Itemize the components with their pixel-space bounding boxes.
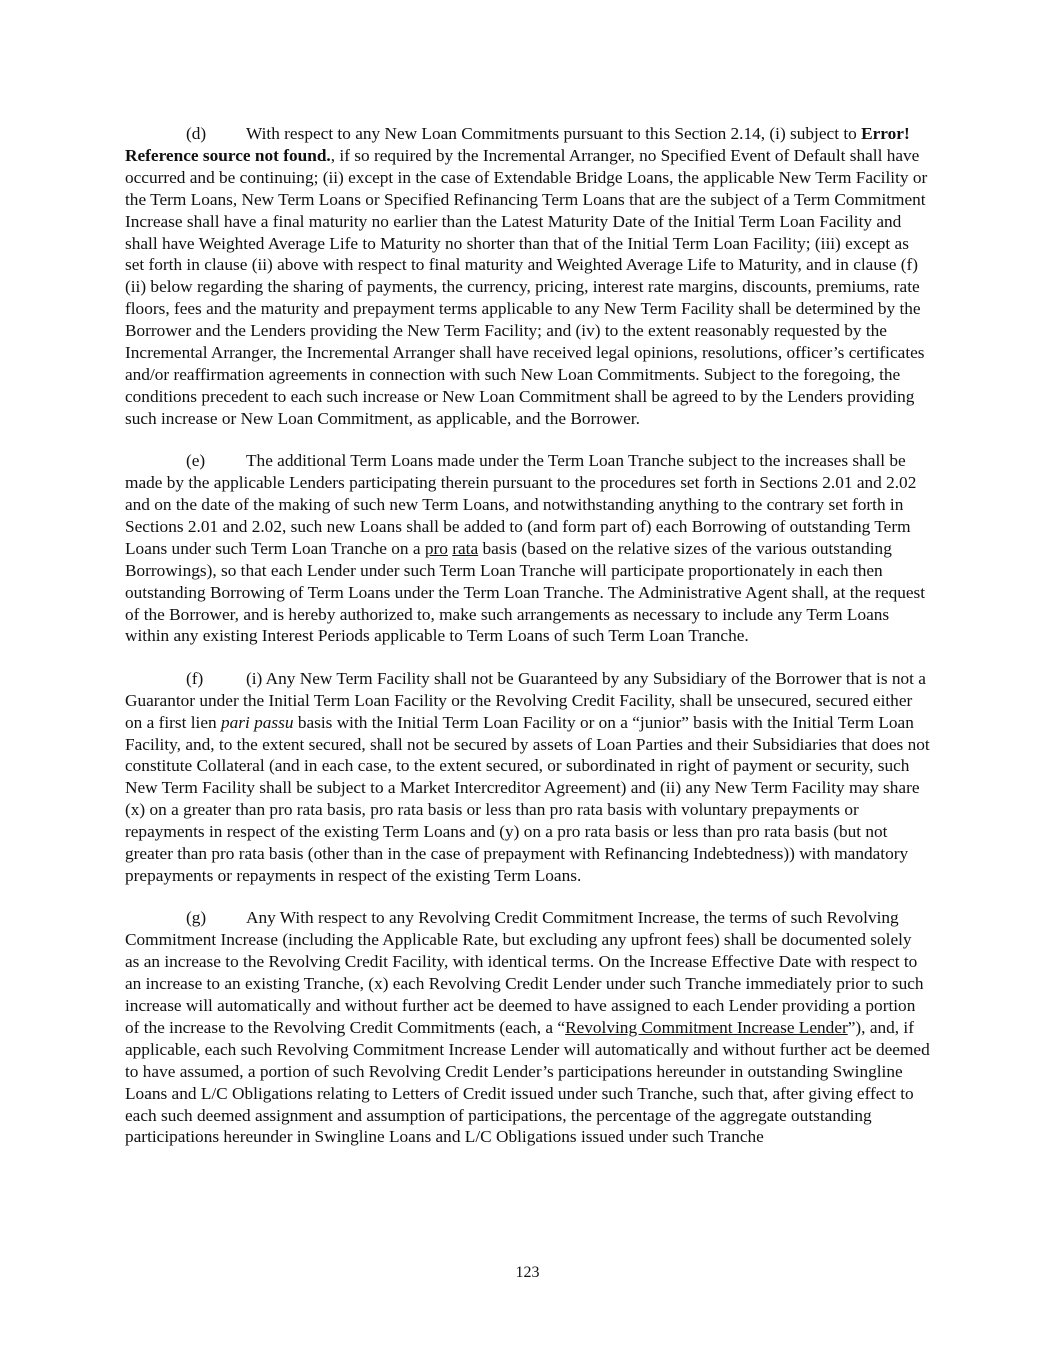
underlined-term: pro — [424, 538, 448, 558]
paragraph-e — [125, 450, 930, 647]
underlined-term: rata — [452, 538, 479, 558]
paragraph-label: (e) — [186, 451, 206, 471]
paragraph-text: , if so required by the Incremental Arranger, no Specified Event of Default shall have occurred and be continuing; (ii) except in the case of Extendable Bridge Loans, the applicable New Term Facility or the Term Loans, New Term Loans or Specified Refinancing Term Loans that are the subject of a Term Commitment Increase shall have a final maturity no earlier than the Latest Maturity Date of the Initial Term Loan Facility and shall have Weighted Average Life to Maturity no shorter than that of the Initial Term Loan Facility; (iii) except as set forth in clause (ii) above with respect to final maturity and Weighted Average Life to Maturity, and in clause (f)(ii) below regarding the sharing of payments, the currency, pricing, interest rate margins, discounts, premiums, rate floors, fees and the maturity and prepayment terms applicable to any New Term Facility shall be determined by the Borrower and the Lenders providing the New Term Facility; and (iv) to the extent reasonably requested by the Incremental Arranger, the Incremental Arranger shall have received legal opinions, resolutions, officer’s certificates and/or reaffirmation agreements in connection with such New Loan Commitments. Subject to the foregoing, the conditions precedent to each such increase or New Loan Commitment shall be agreed to by the Lenders providing such increase or New Loan Commitment, as applicable, and the Borrower. — [125, 145, 928, 428]
paragraph-label: (d) — [186, 124, 207, 143]
defined-term: Revolving Commitment Increase Lender — [565, 1017, 848, 1037]
paragraph-text: basis (based on the relative sizes of the various outstanding Borrowings), so that each Lender under such Term Loan Tranche will participate proportionately in each then outstanding Borrowing of Term Loans under the Term Loan Tranche. The Administrative Agent shall, at the request of the Borrower, and is hereby authorized to, make such arrangements as necessary to include any Term Loans within any existing Interest Periods applicable to Term Loans of such Term Loan Tranche. — [125, 538, 926, 646]
paragraph-text: Any With respect to any Revolving Credit Commitment Increase, the terms of such Revolving Commitment Increase (including the Applicable Rate, but excluding any upfront fees) shall be documented solely as an increase to the Revolving Credit Facility, with identical terms. On the Increase Effective Date with respect to an increase to an existing Tranche, (x) each Revolving Credit Lender under such Tranche immediately prior to such increase will automatically and without further act be deemed to have assigned to each Lender providing a portion of the increase to the Revolving Credit Commitments (each, a “ — [125, 908, 924, 1037]
page-number: 123 — [515, 1264, 540, 1281]
paragraph-f — [125, 668, 930, 887]
paragraph-text: The additional Term Loans made under the Term Loan Tranche subject to the increases shall be made by the applicable Lenders participating therein pursuant to the procedures set forth in Sections 2.01 and 2.02 and on the date of the making of such new Term Loans, and notwithstanding anything to the contrary set forth in Sections 2.01 and 2.02, such new Loans shall be added to (and form part of) each Borrowing of outstanding Term Loans under such Term Loan Tranche on a — [125, 451, 917, 558]
paragraph-d — [125, 123, 930, 430]
paragraph-text: (i) Any New Term Facility shall not be Guaranteed by any Subsidiary of the Borrower that is not a Guarantor under the Initial Term Loan Facility or the Revolving Credit Facility, shall be unsecured, secured either on a first lien — [125, 668, 926, 732]
paragraph-text: ”), and, if applicable, each such Revolving Commitment Increase Lender will automatically and without further act be deemed to have assumed, a portion of such Revolving Credit Lender’s participations hereunder in outstanding Swingline Loans and L/C Obligations relating to Letters of Credit issued under such Tranche, such that, after giving effect to each such deemed assignment and assumption of participations, the percentage of the aggregate outstanding participations hereunder in Swingline Loans and L/C Obligations issued under such Tranche — [125, 1017, 930, 1147]
error-reference-text: Error! Reference source not found. — [125, 124, 910, 165]
paragraph-text: basis with the Initial Term Loan Facility or on a “junior” basis with the Initial Term Loan Facility, and, to the extent secured, shall not be secured by assets of Loan Parties and their Subsidiaries that does not constitute Collateral (and in each case, to the extent secured, or subordinated in right of payment or security, such New Term Facility shall be subject to a Market Intercreditor Agreement) and (ii) any New Term Facility may share (x) on a greater than pro rata basis, pro rata basis or less than pro rata basis with voluntary prepayments or repayments in respect of the existing Term Loans and (y) on a pro rata basis or less than pro rata basis (but not greater than pro rata basis (other than in the case of prepayment with Refinancing Indebtedness)) with mandatory prepayments or repayments in respect of the existing Term Loans. — [125, 712, 930, 885]
paragraph-text: With respect to any New Loan Commitments pursuant to this Section 2.14, (i) subject to — [246, 124, 862, 143]
paragraph-label: (f) — [186, 668, 204, 688]
document-page — [125, 123, 930, 1169]
paragraph-label: (g) — [186, 908, 207, 928]
italic-term: pari passu — [220, 712, 294, 732]
paragraph-g — [125, 907, 930, 1148]
